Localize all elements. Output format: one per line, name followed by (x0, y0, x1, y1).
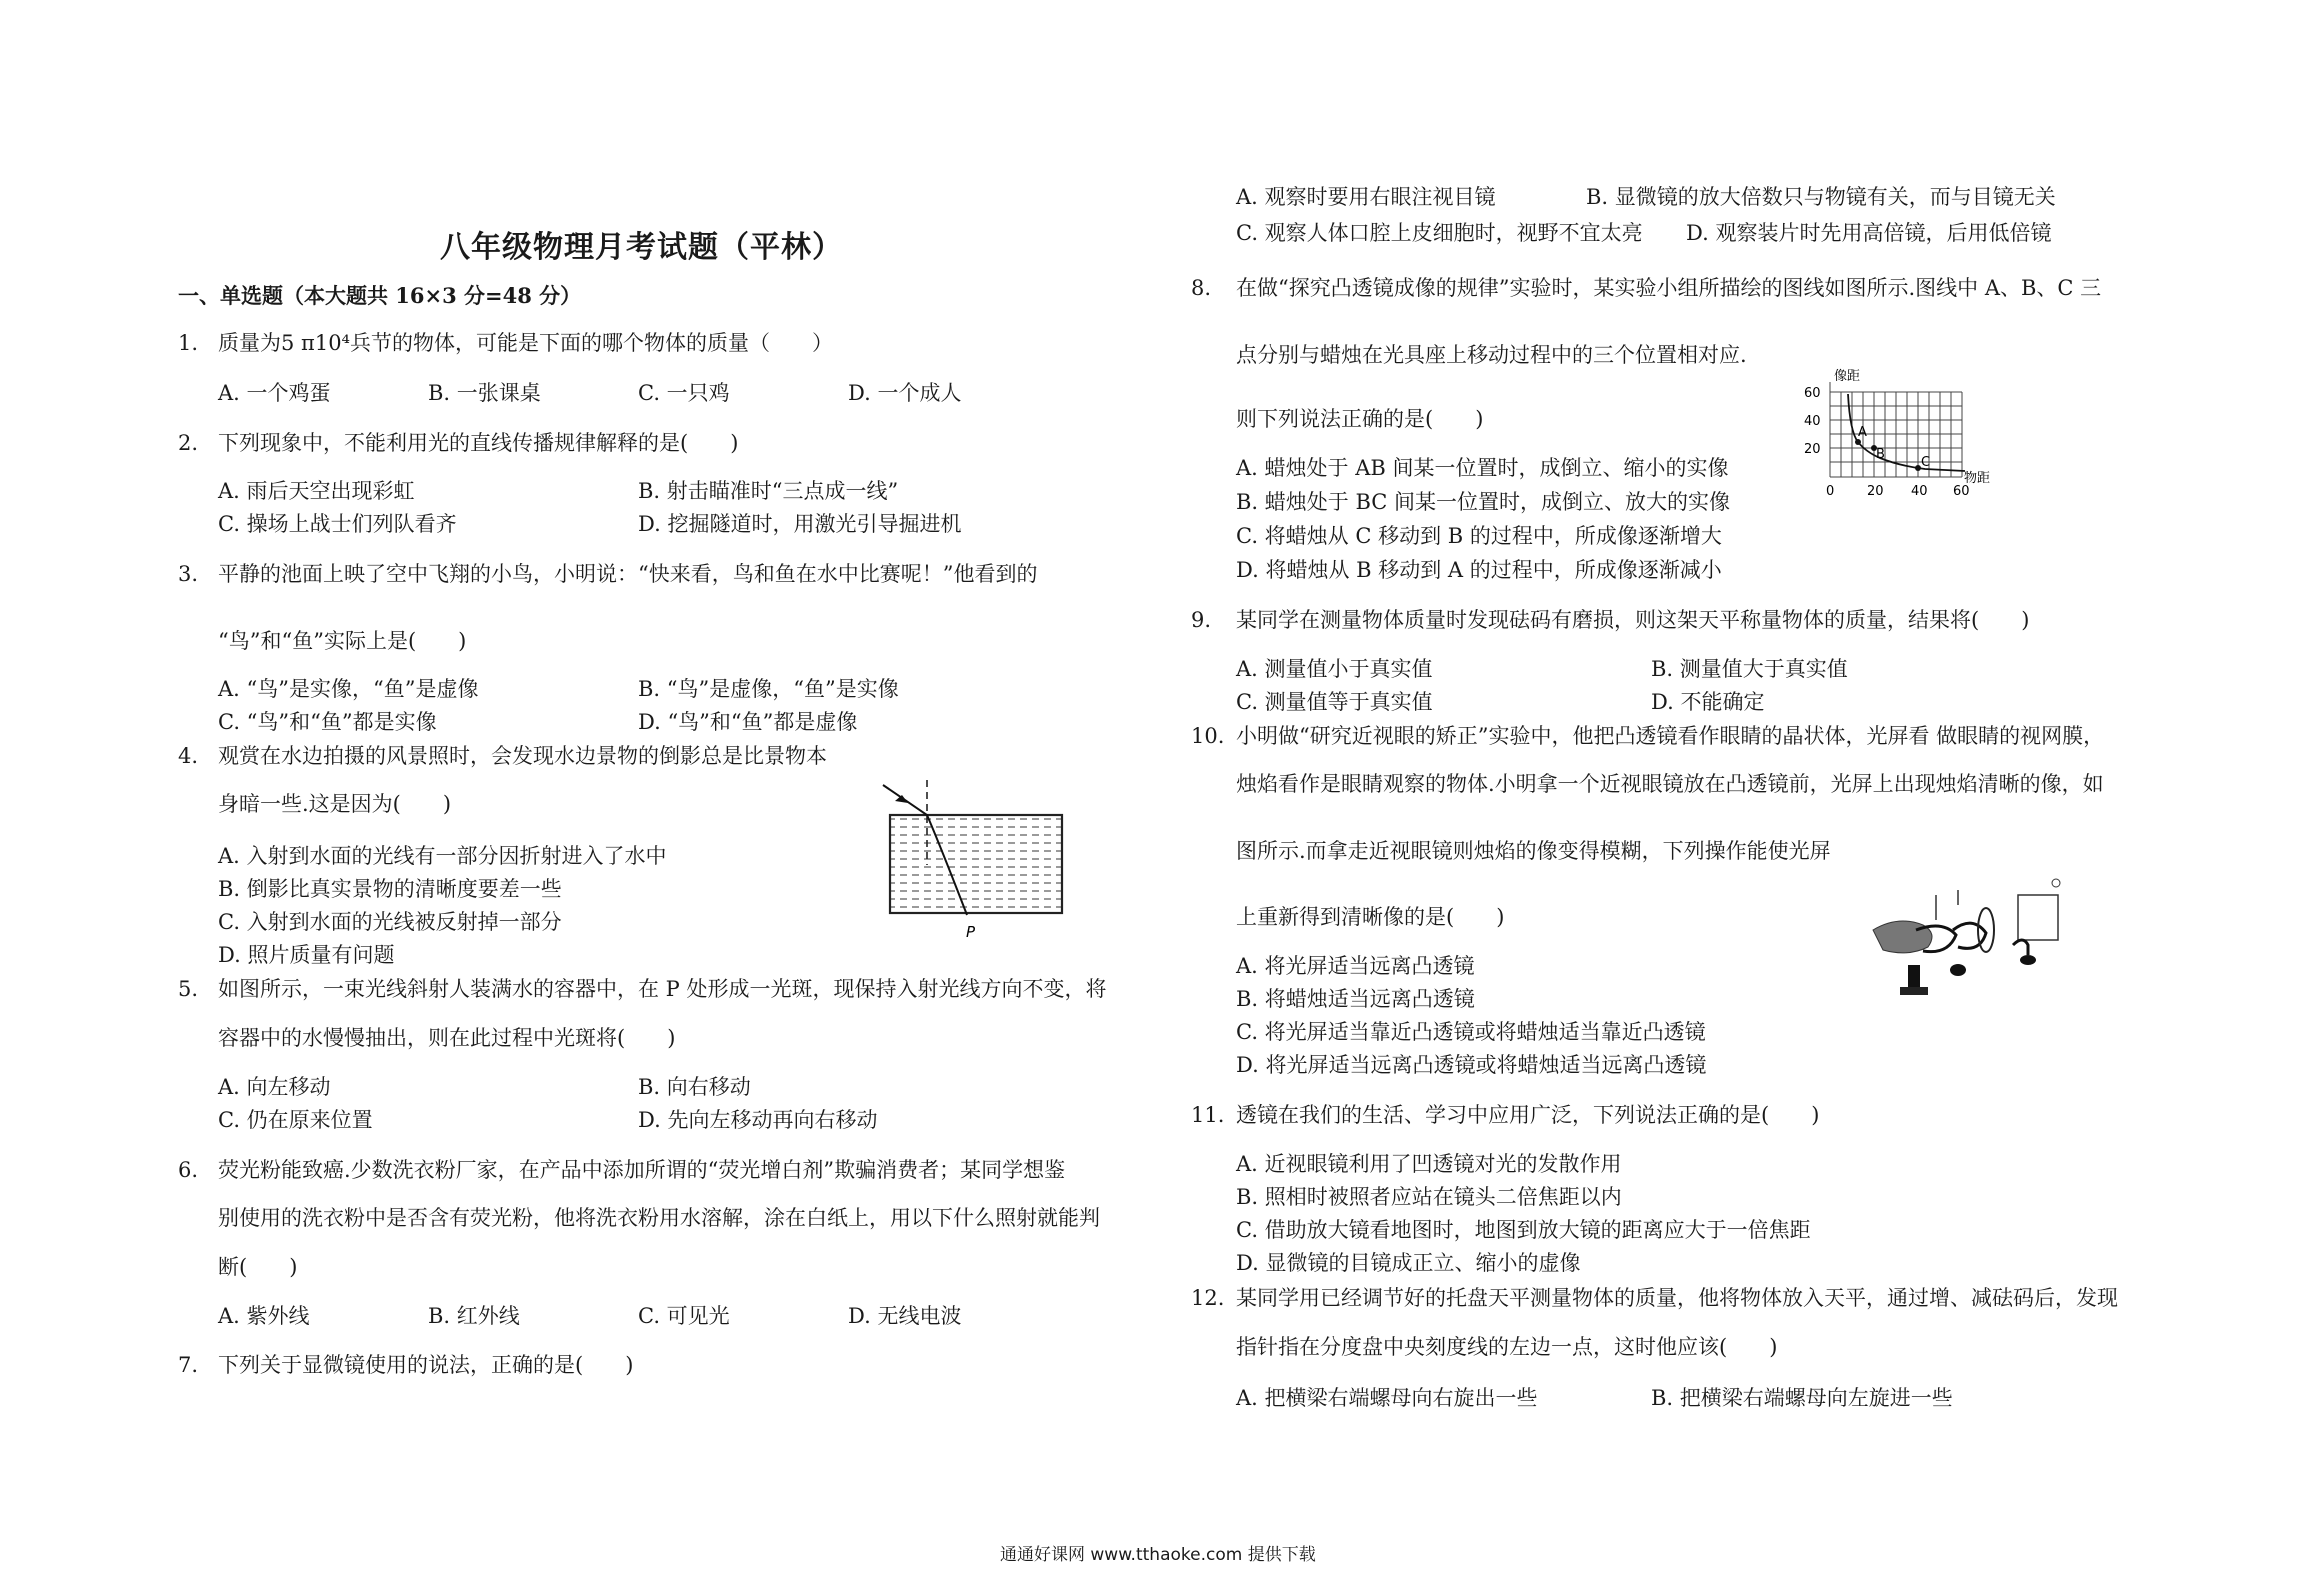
question-8-option-a: A. 蜡烛处于 AB 间某一位置时，成倒立、缩小的实像 (1236, 456, 1729, 480)
point-p-label: P (966, 923, 976, 941)
graph-y-tick-40: 40 (1804, 414, 1821, 429)
question-10-stem-line4: 上重新得到清晰像的是( ) (1236, 905, 1505, 929)
question-3-option-b: B. “鸟”是虚像，“鱼”是实像 (638, 677, 899, 701)
question-2-option-c: C. 操场上战士们列队看齐 (218, 512, 457, 536)
page-footer: 通通好课网 www.tthaoke.com 提供下载 (1000, 1545, 1316, 1565)
lens-graph-figure (1790, 362, 2010, 502)
question-4-option-a: A. 入射到水面的光线有一部分因折射进入了水中 (218, 844, 667, 868)
question-7-option-c: C. 观察人体口腔上皮细胞时，视野不宜太亮 (1236, 221, 1643, 245)
question-10-option-c: C. 将光屏适当靠近凸透镜或将蜡烛适当靠近凸透镜 (1236, 1020, 1706, 1044)
question-4-option-d: D. 照片质量有问题 (218, 943, 395, 967)
question-5-option-c: C. 仍在原来位置 (218, 1108, 373, 1132)
question-8-option-d: D. 将蜡烛从 B 移动到 A 的过程中，所成像逐渐减小 (1236, 558, 1722, 582)
question-2-option-a: A. 雨后天空出现彩虹 (218, 479, 415, 503)
question-3-option-a: A. “鸟”是实像，“鱼”是虚像 (218, 677, 479, 701)
question-6-option-d: D. 无线电波 (848, 1304, 962, 1328)
question-10-option-a: A. 将光屏适当远离凸透镜 (1236, 954, 1475, 978)
question-9-option-b: B. 测量值大于真实值 (1651, 657, 1848, 681)
question-6-option-b: B. 红外线 (428, 1304, 520, 1328)
question-4-stem-line2: 身暗一些.这是因为( ) (218, 792, 452, 816)
question-3-option-c: C. “鸟”和“鱼”都是实像 (218, 710, 437, 734)
question-7-stem: 下列关于显微镜使用的说法，正确的是( ) (218, 1353, 634, 1377)
water-tank-figure (875, 775, 1075, 950)
question-8-number: 8. (1191, 276, 1212, 300)
question-10-stem-line1: 小明做“研究近视眼的矫正”实验中，他把凸透镜看作眼睛的晶状体，光屏看 做眼睛的视网膜， (1236, 724, 2105, 748)
question-12-option-a: A. 把横梁右端螺母向右旋出一些 (1236, 1386, 1538, 1410)
graph-x-tick-60: 60 (1953, 484, 1970, 499)
page-title: 八年级物理月考试题（平林） (440, 230, 843, 265)
question-8-stem-line1: 在做“探究凸透镜成像的规律”实验时，某实验小组所描绘的图线如图所示.图线中 A、B、C 三 (1236, 276, 2102, 300)
question-2-option-d: D. 挖掘隧道时，用激光引导掘进机 (638, 512, 962, 536)
question-4-number: 4. (178, 744, 199, 768)
question-12-number: 12. (1191, 1286, 1225, 1310)
question-9-option-c: C. 测量值等于真实值 (1236, 690, 1433, 714)
question-5-number: 5. (178, 977, 199, 1001)
graph-point-a: A (1858, 425, 1867, 440)
graph-y-tick-60: 60 (1804, 386, 1821, 401)
question-2-stem: 下列现象中，不能利用光的直线传播规律解释的是( ) (218, 431, 739, 455)
question-3-stem-line1: 平静的池面上映了空中飞翔的小鸟，小明说：“快来看，鸟和鱼在水中比赛呢！”他看到的 (218, 562, 1038, 586)
graph-point-b: B (1876, 447, 1885, 462)
question-11-option-b: B. 照相时被照者应站在镜头二倍焦距以内 (1236, 1185, 1622, 1209)
graph-x-axis-label: 物距 (1964, 471, 1991, 486)
question-3-stem-line2: “鸟”和“鱼”实际上是( ) (218, 629, 467, 653)
question-1-number: 1. (178, 331, 199, 355)
question-5-option-a: A. 向左移动 (218, 1075, 331, 1099)
myopia-experiment-figure (1868, 875, 2073, 1005)
question-1-option-b: B. 一张课桌 (428, 381, 541, 405)
question-11-number: 11. (1191, 1103, 1225, 1127)
question-8-stem-line2: 点分别与蜡烛在光具座上移动过程中的三个位置相对应. (1236, 343, 1747, 367)
graph-x-tick-40: 40 (1911, 484, 1928, 499)
question-7-option-d: D. 观察装片时先用高倍镜，后用低倍镜 (1686, 221, 2052, 245)
graph-point-c: C (1921, 455, 1931, 470)
question-4-option-c: C. 入射到水面的光线被反射掉一部分 (218, 910, 562, 934)
question-7-option-a: A. 观察时要用右眼注视目镜 (1236, 185, 1496, 209)
question-10-stem-line3: 图所示.而拿走近视眼镜则烛焰的像变得模糊，下列操作能使光屏 (1236, 839, 1831, 863)
question-12-stem-line2: 指针指在分度盘中央刻度线的左边一点，这时他应该( ) (1236, 1335, 1778, 1359)
question-10-number: 10. (1191, 724, 1225, 748)
question-6-stem-line3: 断( ) (218, 1255, 298, 1279)
graph-x-tick-0: 0 (1826, 484, 1835, 499)
question-4-option-b: B. 倒影比真实景物的清晰度要差一些 (218, 877, 562, 901)
question-5-option-b: B. 向右移动 (638, 1075, 751, 1099)
question-11-option-d: D. 显微镜的目镜成正立、缩小的虚像 (1236, 1251, 1581, 1275)
question-9-stem: 某同学在测量物体质量时发现砝码有磨损，则这架天平称量物体的质量，结果将( ) (1236, 608, 2030, 632)
question-2-option-b: B. 射击瞄准时“三点成一线” (638, 479, 899, 503)
question-5-stem-line2: 容器中的水慢慢抽出，则在此过程中光斑将( ) (218, 1026, 676, 1050)
question-1-option-c: C. 一只鸡 (638, 381, 730, 405)
graph-x-tick-20: 20 (1867, 484, 1884, 499)
question-11-option-a: A. 近视眼镜利用了凹透镜对光的发散作用 (1236, 1152, 1622, 1176)
question-9-number: 9. (1191, 608, 1212, 632)
question-11-option-c: C. 借助放大镜看地图时，地图到放大镜的距离应大于一倍焦距 (1236, 1218, 1811, 1242)
question-10-stem-line2: 烛焰看作是眼睛观察的物体.小明拿一个近视眼镜放在凸透镜前，光屏上出现烛焰清晰的像，如 (1236, 772, 2104, 796)
graph-y-axis-label: 像距 (1834, 369, 1861, 384)
question-2-number: 2. (178, 431, 199, 455)
question-8-option-c: C. 将蜡烛从 C 移动到 B 的过程中，所成像逐渐增大 (1236, 524, 1722, 548)
question-12-stem-line1: 某同学用已经调节好的托盘天平测量物体的质量，他将物体放入天平，通过增、减砝码后，发现 (1236, 1286, 2118, 1310)
question-1-option-d: D. 一个成人 (848, 381, 962, 405)
question-5-stem-line1: 如图所示，一束光线斜射人装满水的容器中，在 P 处形成一光斑，现保持入射光线方向不变，将 (218, 977, 1107, 1001)
question-8-option-b: B. 蜡烛处于 BC 间某一位置时，成倒立、放大的实像 (1236, 490, 1731, 514)
question-1-stem: 质量为5 π10⁴兵节的物体，可能是下面的哪个物体的质量（ ） (218, 331, 833, 355)
question-10-option-d: D. 将光屏适当远离凸透镜或将蜡烛适当远离凸透镜 (1236, 1053, 1707, 1077)
question-9-option-a: A. 测量值小于真实值 (1236, 657, 1433, 681)
question-1-option-a: A. 一个鸡蛋 (218, 381, 331, 405)
question-10-option-b: B. 将蜡烛适当远离凸透镜 (1236, 987, 1475, 1011)
question-6-option-c: C. 可见光 (638, 1304, 730, 1328)
question-3-number: 3. (178, 562, 199, 586)
question-12-option-b: B. 把横梁右端螺母向左旋进一些 (1651, 1386, 1953, 1410)
question-3-option-d: D. “鸟”和“鱼”都是虚像 (638, 710, 858, 734)
question-6-number: 6. (178, 1158, 199, 1182)
question-5-option-d: D. 先向左移动再向右移动 (638, 1108, 878, 1132)
question-7-option-b: B. 显微镜的放大倍数只与物镜有关，而与目镜无关 (1586, 185, 2056, 209)
question-4-stem-line1: 观赏在水边拍摄的风景照时，会发现水边景物的倒影总是比景物本 (218, 744, 827, 768)
question-6-stem-line1: 荧光粉能致癌.少数洗衣粉厂家，在产品中添加所谓的“荧光增白剂”欺骗消费者；某同学想鉴 (218, 1158, 1066, 1182)
question-7-number: 7. (178, 1353, 199, 1377)
question-8-stem-line3: 则下列说法正确的是( ) (1236, 407, 1484, 431)
question-11-stem: 透镜在我们的生活、学习中应用广泛，下列说法正确的是( ) (1236, 1103, 1820, 1127)
question-9-option-d: D. 不能确定 (1651, 690, 1765, 714)
question-6-option-a: A. 紫外线 (218, 1304, 310, 1328)
graph-y-tick-20: 20 (1804, 442, 1821, 457)
question-6-stem-line2: 别使用的洗衣粉中是否含有荧光粉，他将洗衣粉用水溶解，涂在白纸上，用以下什么照射就能判 (218, 1206, 1100, 1230)
section-heading: 一、单选题（本大题共 16×3 分=48 分） (178, 283, 582, 308)
